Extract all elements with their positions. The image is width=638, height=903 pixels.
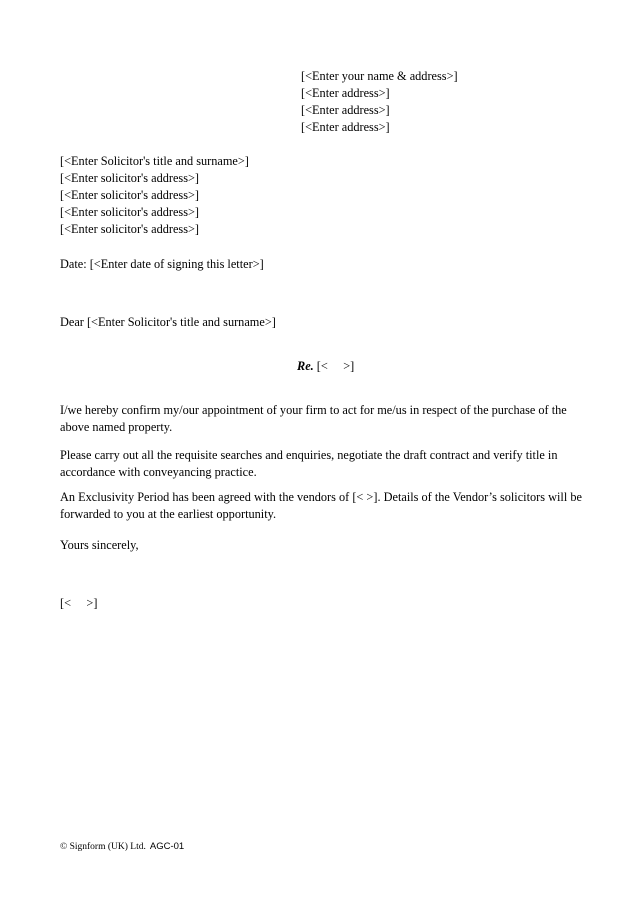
footer-copyright: © Signform (UK) Ltd. (60, 842, 146, 852)
recipient-address-block (60, 153, 249, 238)
salutation: Dear [<Enter Solicitor's title and surname>] (60, 315, 276, 329)
recipient-address-line: [<Enter solicitor's address>] (60, 171, 200, 185)
sender-address-line: [<Enter address>] (301, 103, 390, 117)
body-paragraph-exclusivity: An Exclusivity Period has been agreed with the vendors of [< >]. Details of the Vendor’s solicitors will be forwarded to you at the earliest opportunity. (60, 490, 582, 521)
signature-placeholder: [< >] (60, 596, 98, 610)
reference-label: Re. (297, 359, 314, 373)
recipient-address-line: [<Enter solicitor's address>] (60, 222, 200, 236)
sender-address-block (301, 68, 458, 136)
date-line: Date: [<Enter date of signing this letter>] (60, 257, 264, 271)
recipient-address-line: [<Enter solicitor's address>] (60, 188, 200, 202)
sender-address-line: [<Enter address>] (301, 120, 390, 134)
footer-form-code: AGC-01 (149, 841, 185, 852)
closing: Yours sincerely, (60, 538, 139, 552)
sender-name-address-line: [<Enter your name & address>] (301, 69, 458, 83)
sender-address-line: [<Enter address>] (301, 86, 390, 100)
body-paragraph-searches: Please carry out all the requisite searches and enquiries, negotiate the draft contract and verify title in accordance with conveyancing practice. (60, 448, 558, 479)
body-paragraph-appointment: I/we hereby confirm my/our appointment of your firm to act for me/us in respect of the purchase of the above named property. (60, 403, 567, 434)
recipient-name-line: [<Enter Solicitor's title and surname>] (60, 154, 249, 168)
footer (60, 841, 184, 853)
recipient-address-line: [<Enter solicitor's address>] (60, 205, 200, 219)
reference-line (297, 358, 354, 375)
reference-value: [< >] (313, 359, 355, 373)
